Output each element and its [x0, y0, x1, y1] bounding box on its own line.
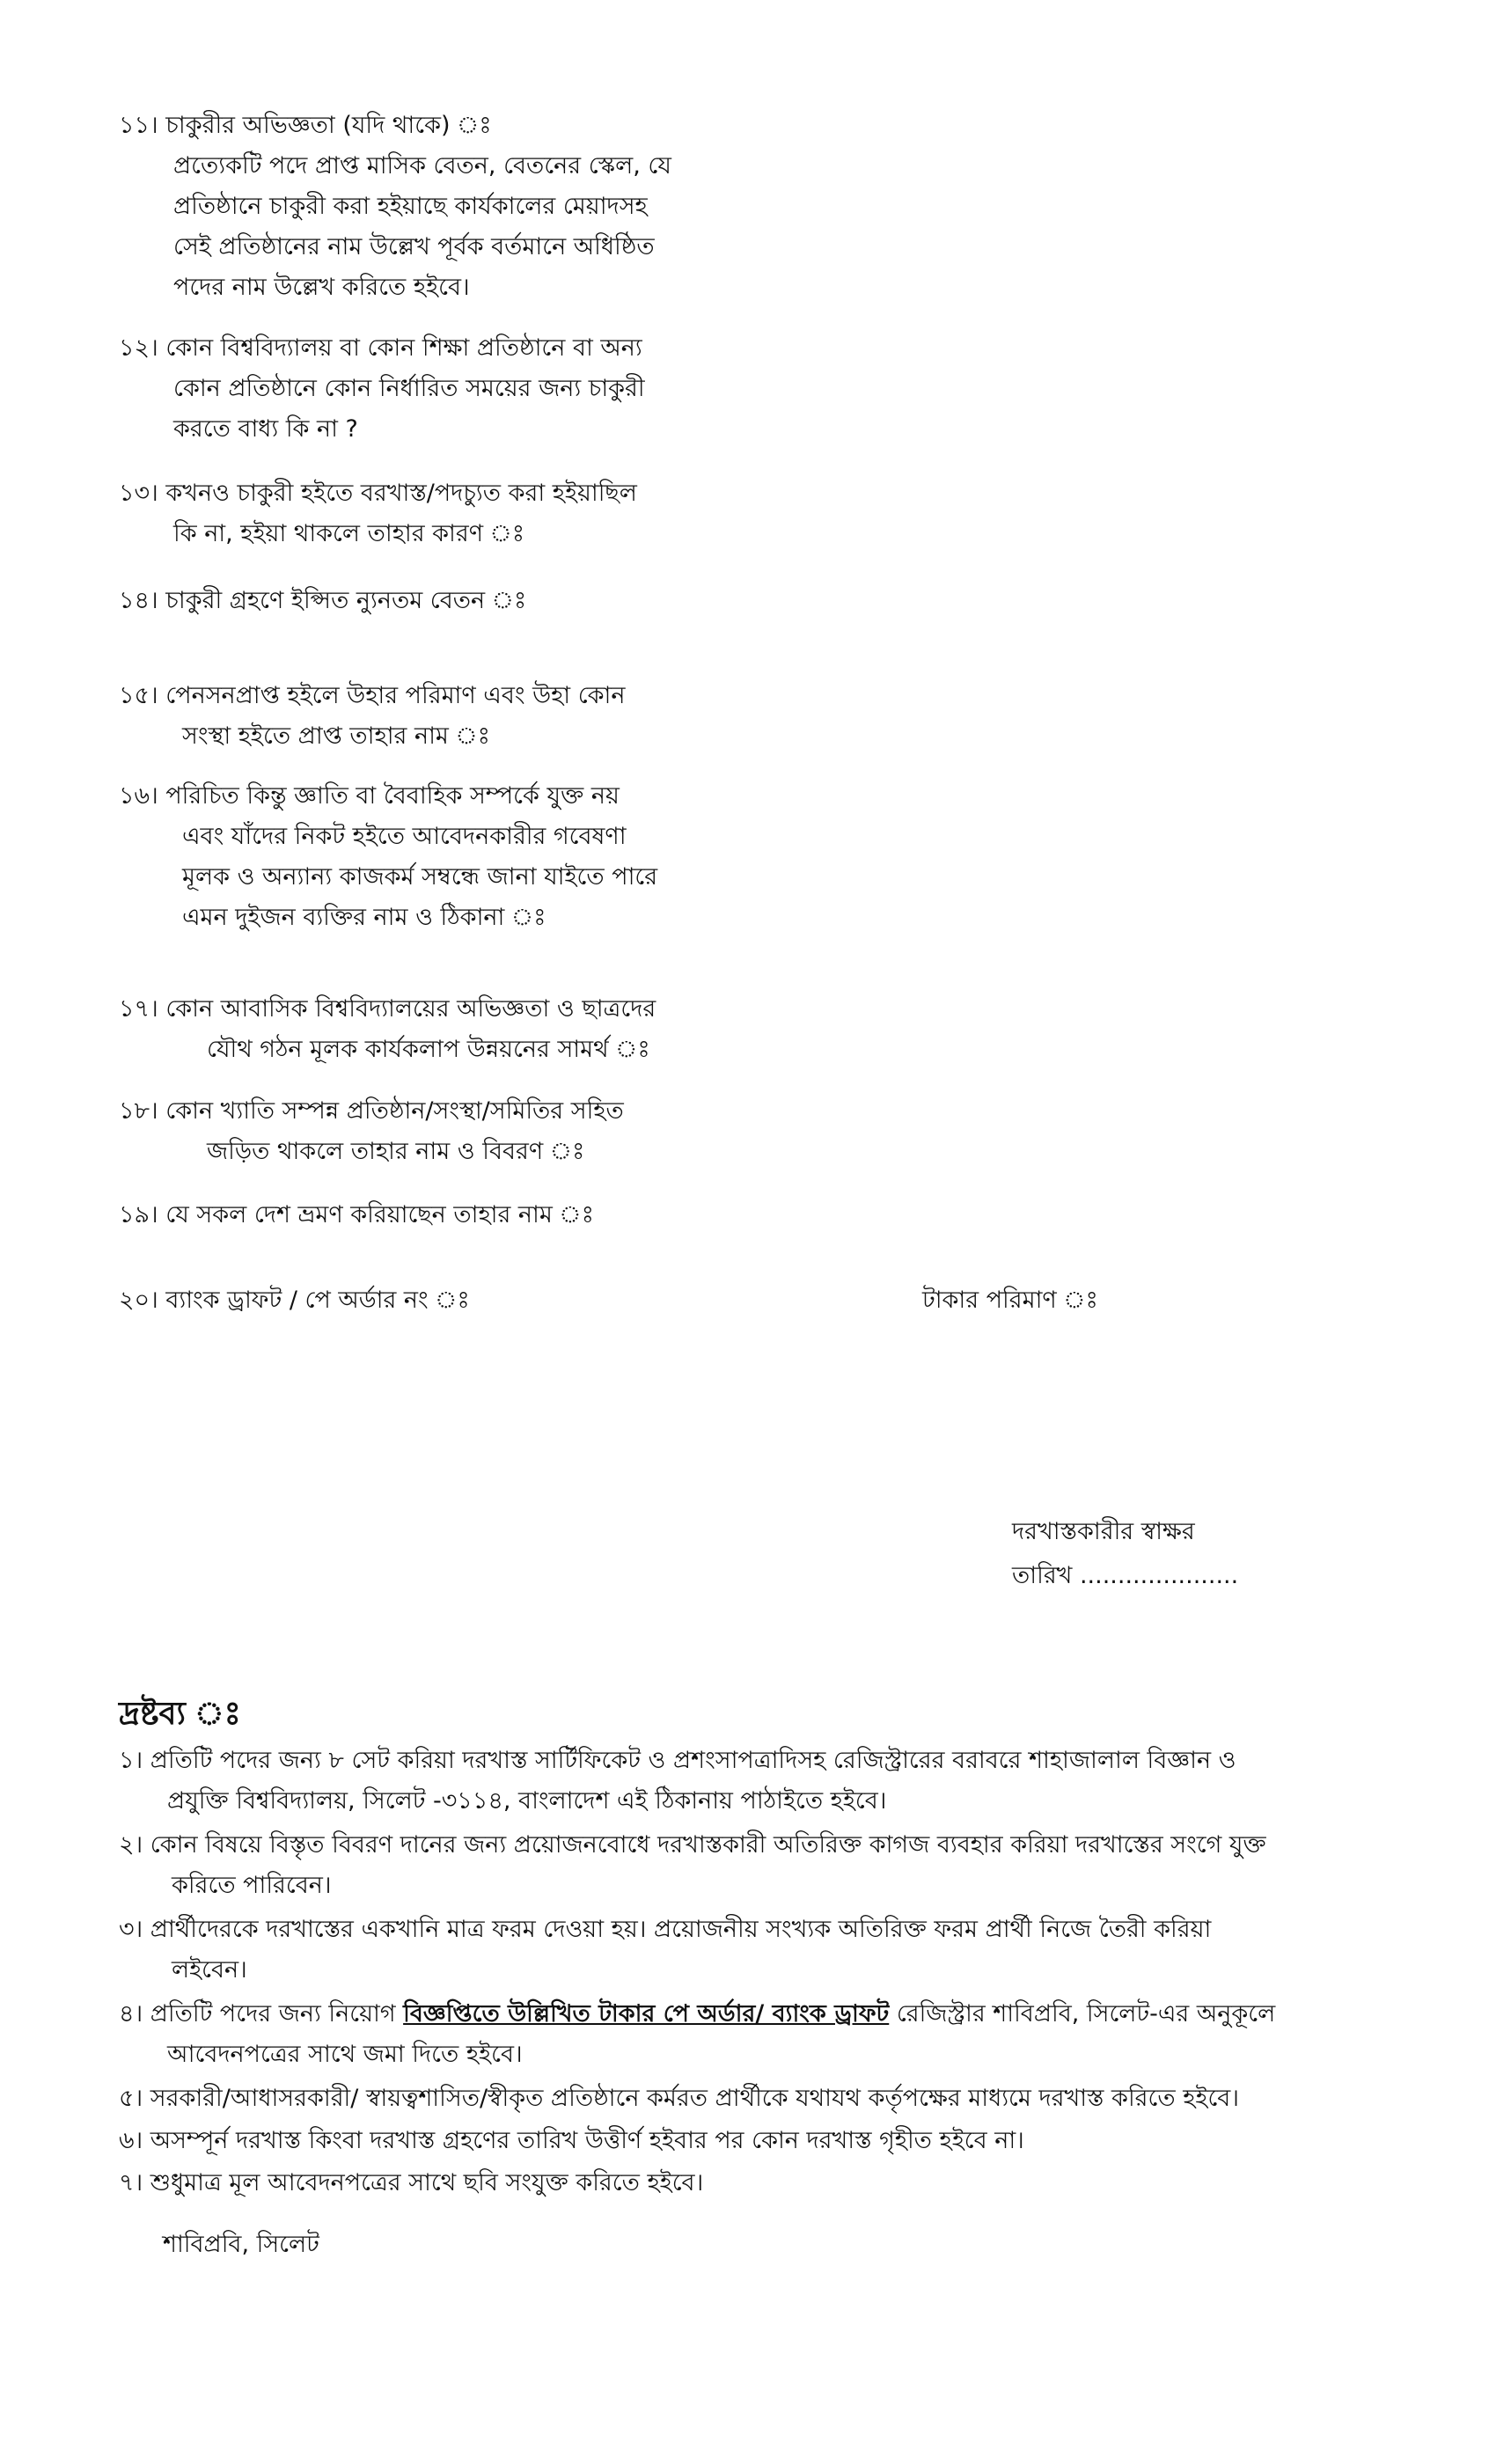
note-6	[119, 2121, 1386, 2161]
item-question: চাকুরীর অভিজ্ঞতা (যদি থাকে) ঃ	[165, 112, 492, 139]
item-question-line: জড়িত থাকলে তাহার নাম ও বিবরণ ঃ	[207, 1138, 585, 1165]
item-question: ব্যাংক ড্রাফট / পে অর্ডার নং ঃ	[165, 1287, 470, 1314]
notes-title: দ্রষ্টব্য ঃ	[119, 1696, 241, 1732]
item-number: ১৯।	[119, 1201, 158, 1228]
form-item-12	[119, 328, 911, 450]
item-question: চাকুরী গ্রহণে ইপ্সিত ন্যুনতম বেতন ঃ	[165, 587, 527, 614]
item-question-line: কি না, হইয়া থাকলে তাহার কারণ ঃ	[173, 520, 525, 547]
item-question: যে সকল দেশ ভ্রমণ করিয়াছেন তাহার নাম ঃ	[165, 1201, 594, 1228]
item-question-line: এমন দুইজন ব্যক্তির নাম ও ঠিকানা ঃ	[182, 904, 546, 931]
item-question-line: মূলক ও অন্যান্য কাজকর্ম সম্বন্ধে জানা যাইতে পারে	[182, 863, 658, 891]
item-number: ১১।	[119, 112, 158, 139]
form-item-20	[119, 1280, 911, 1321]
note-line: প্রযুক্তি বিশ্ববিদ্যালয়, সিলেট -৩১১৪, বাংলাদেশ এই ঠিকানায় পাঠাইতে হইবে।	[167, 1787, 887, 1815]
item-number: ২০।	[119, 1287, 158, 1314]
amount-label: টাকার পরিমাণ ঃ	[922, 1287, 1098, 1314]
form-item-14	[119, 581, 911, 621]
note-1	[119, 1741, 1386, 1822]
note-3	[119, 1910, 1386, 1991]
note-line: ২। কোন বিষয়ে বিস্তৃত বিবরণ দানের জন্য প্রয়োজনবোধে দরখাস্তকারী অতিরিক্ত কাগজ ব্যবহার করিয়া দরখাস্তের সংগে যুক্ত	[119, 1831, 1266, 1859]
item-question: কোন আবাসিক বিশ্ববিদ্যালয়ের অভিজ্ঞতা ও ছাত্রদের	[165, 995, 656, 1023]
item-question-line: পদের নাম উল্লেখ করিতে হইবে।	[173, 274, 470, 301]
note-2	[119, 1825, 1386, 1906]
form-item-17	[119, 989, 911, 1070]
item-number: ১৪।	[119, 587, 158, 614]
item-question-line: প্রত্যেকটি পদে প্রাপ্ত মাসিক বেতন, বেতনের স্কেল, যে	[173, 152, 671, 180]
item-number: ১৫।	[119, 682, 158, 709]
note-line: ৫। সরকারী/আধাসরকারী/ স্বায়ত্বশাসিত/স্বীকৃত প্রতিষ্ঠানে কর্মরত প্রার্থীকে যথাযথ কর্তৃপক্ষের মাধ্যমে দরখাস্ত করিতে হইবে।	[119, 2085, 1239, 2112]
note-text: ৪। প্রতিটি পদের জন্য নিয়োগ	[119, 2000, 404, 2028]
note-7	[119, 2163, 1386, 2204]
item-question-line: এবং যাঁদের নিকট হইতে আবেদনকারীর গবেষণা	[182, 823, 627, 850]
item-question: পেনসনপ্রাপ্ত হইলে উহার পরিমাণ এবং উহা কোন	[165, 682, 626, 709]
item-question-line: কোন প্রতিষ্ঠানে কোন নির্ধারিত সময়ের জন্য চাকুরী	[173, 375, 645, 402]
item-question-line: প্রতিষ্ঠানে চাকুরী করা হইয়াছে কার্যকালের মেয়াদসহ	[173, 193, 648, 220]
item-question: কখনও চাকুরী হইতে বরখাস্ত/পদচ্যুত করা হইয়াছিল	[165, 480, 637, 507]
form-item-15	[119, 676, 911, 757]
note-line: ৬। অসম্পূর্ন দরখাস্ত কিংবা দরখাস্ত গ্রহণের তারিখ উত্তীর্ণ হইবার পর কোন দরখাস্ত গৃহীত হইবে না।	[119, 2127, 1024, 2154]
note-line: আবেদনপত্রের সাথে জমা দিতে হইবে।	[167, 2041, 523, 2068]
date-line: তারিখ .....................	[1012, 1562, 1239, 1589]
footer-institution: শাবিপ্রবি, সিলেট	[163, 2231, 319, 2258]
note-line: ১। প্রতিটি পদের জন্য ৮ সেট করিয়া দরখাস্ত সার্টিফিকেট ও প্রশংসাপত্রাদিসহ রেজিস্ট্রারের বরাবরে শাহাজালাল বিজ্ঞান ও	[119, 1747, 1236, 1774]
form-item-19	[119, 1195, 911, 1236]
item-question: পরিচিত কিন্তু জ্ঞাতি বা বৈবাহিক সম্পর্কে যুক্ত নয়	[165, 782, 620, 810]
note-emphasis: বিজ্ঞপ্তিতে উল্লিখিত টাকার পে অর্ডার/ ব্যাংক ড্রাফট	[403, 2000, 890, 2028]
form-item-13	[119, 473, 911, 554]
item-number: ১৭।	[119, 995, 158, 1023]
note-line: করিতে পারিবেন।	[172, 1872, 332, 1899]
item-number: ১৮।	[119, 1097, 158, 1125]
note-5	[119, 2079, 1386, 2119]
item-number: ১২।	[119, 334, 158, 362]
item-question-line: সেই প্রতিষ্ঠানের নাম উল্লেখ পূর্বক বর্তমানে অধিষ্ঠিত	[173, 233, 655, 260]
form-item-16	[119, 776, 911, 938]
item-question: কোন বিশ্ববিদ্যালয় বা কোন শিক্ষা প্রতিষ্ঠানে বা অন্য	[165, 334, 642, 362]
note-line: ৭। শুধুমাত্র মূল আবেদনপত্রের সাথে ছবি সংযুক্ত করিতে হইবে।	[119, 2169, 704, 2196]
note-text: রেজিস্ট্রার শাবিপ্রবি, সিলেট-এর অনুকূলে	[889, 2000, 1276, 2028]
item-question-line: যৌথ গঠন মূলক কার্যকলাপ উন্নয়নের সামর্থ ঃ	[207, 1036, 650, 1063]
item-question-line: করতে বাধ্য কি না ?	[173, 415, 358, 443]
item-number: ১৬।	[119, 782, 158, 810]
note-line: ৩। প্রার্থীদেরকে দরখাস্তের একখানি মাত্র ফরম দেওয়া হয়। প্রয়োজনীয় সংখ্যক অতিরিক্ত ফরম প্রার্থী নিজে তৈরী করিয়া	[119, 1916, 1212, 1943]
item-question: কোন খ্যাতি সম্পন্ন প্রতিষ্ঠান/সংস্থা/সমিতির সহিত	[165, 1097, 624, 1125]
form-item-11	[119, 106, 911, 308]
note-4	[119, 1994, 1386, 2075]
signature-label: দরখাস্তকারীর স্বাক্ষর	[1012, 1518, 1195, 1545]
note-line: লইবেন।	[172, 1956, 247, 1984]
item-question-line: সংস্থা হইতে প্রাপ্ত তাহার নাম ঃ	[182, 722, 491, 750]
item-number: ১৩।	[119, 480, 158, 507]
form-item-18	[119, 1091, 911, 1172]
